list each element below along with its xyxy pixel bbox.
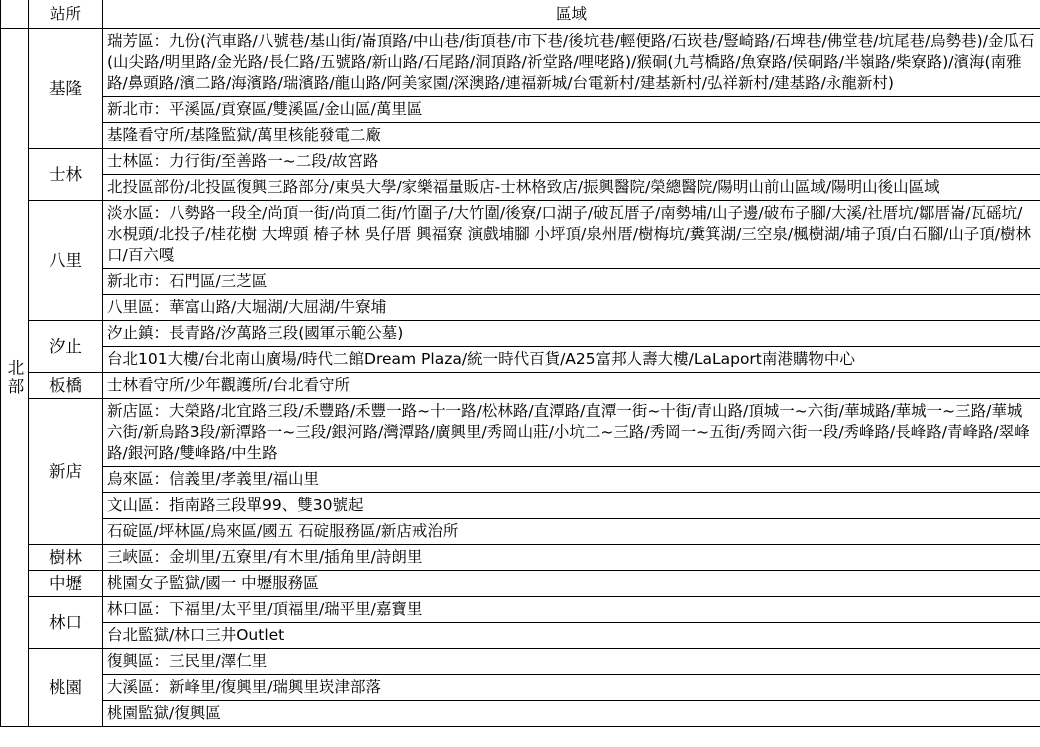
area-detail: 烏來區：信義里/孝義里/福山里 (103, 467, 1040, 493)
area-detail: 台北監獄/林口三井Outlet (103, 623, 1040, 649)
table-row (1, 201, 1040, 269)
area-detail: 基隆看守所/基隆監獄/萬里核能發電二廠 (103, 123, 1040, 149)
table-row (1, 701, 1040, 727)
area-detail: 桃園監獄/復興區 (103, 701, 1040, 727)
table-row (1, 29, 1040, 97)
area-detail: 林口區：下福里/太平里/頂福里/瑞平里/嘉寶里 (103, 597, 1040, 623)
table-row (1, 519, 1040, 545)
station-name: 樹林 (29, 545, 103, 571)
table-row (1, 321, 1040, 347)
station-name: 八里 (29, 201, 103, 321)
table-row (1, 597, 1040, 623)
area-detail: 士林區：力行街/至善路一~二段/故宮路 (103, 149, 1040, 175)
area-label: 北部 (1, 29, 29, 727)
station-name: 基隆 (29, 29, 103, 149)
table-row (1, 545, 1040, 571)
table-row (1, 269, 1040, 295)
station-name: 板橋 (29, 373, 103, 399)
area-detail: 瑞芳區：九份(汽車路/八號巷/基山街/崙頂路/中山巷/街頂巷/市下巷/後坑巷/輕便路/石崁巷/豎崎路/石埤巷/佛堂巷/坑尾巷/烏勢巷)/金瓜石(山尖路/明里路/金光路/長仁路/五號路/新山路/石尾路/洞頂路/祈堂路/哩咾路)/猴硐(九芎橋路/魚寮路/侯硐路/半嶺路/柴寮路)/濱海(南雅路/鼻頭路/濱二路/海濱路/瑞濱路/龍山路/阿美家園/深澳路/連福新城/台電新村/建基新村/弘祥新村/建基路/永龍新村) (103, 29, 1040, 97)
header-station: 站所 (29, 0, 103, 29)
table-row (1, 347, 1040, 373)
area-detail: 三峽區：金圳里/五寮里/有木里/插角里/詩朗里 (103, 545, 1040, 571)
table-row (1, 149, 1040, 175)
station-name: 新店 (29, 399, 103, 545)
table-row (1, 675, 1040, 701)
table-row (1, 493, 1040, 519)
area-detail: 淡水區：八勢路一段全/尚頂一街/尚頂二街/竹圍子/大竹圍/後寮/口湖子/破瓦厝子/南勢埔/山子邊/破布子腳/大溪/社厝坑/鄒厝崙/瓦磘坑/水梘頭/北投子/桂花樹 大埤頭 椿子林 吳仔厝 興福寮 演戲埔腳 小坪頂/泉州厝/樹梅坑/糞箕湖/三空泉/楓樹湖/埔子頂/白石腳/山子頂/樹林口/百六嘎 (103, 201, 1040, 269)
area-detail: 新北市：平溪區/貢寮區/雙溪區/金山區/萬里區 (103, 97, 1040, 123)
header-area: 區域 (103, 0, 1040, 29)
table-row (1, 295, 1040, 321)
station-name: 士林 (29, 149, 103, 201)
table-header-row (1, 0, 1040, 29)
area-detail: 大溪區：新峰里/復興里/瑞興里崁津部落 (103, 675, 1040, 701)
area-detail: 文山區：指南路三段單99、雙30號起 (103, 493, 1040, 519)
table-row (1, 175, 1040, 201)
area-detail: 八里區：華富山路/大堀湖/大屈湖/牛寮埔 (103, 295, 1040, 321)
area-detail: 新店區：大榮路/北宜路三段/禾豐路/禾豐一路~十一路/松林路/直潭路/直潭一街~十街/青山路/頂城一~六街/華城路/華城一~三路/華城六街/新烏路3段/新潭路一~三段/銀河路/灣潭路/廣興里/秀岡山莊/小坑二~三路/秀岡一~五街/秀岡六街一段/秀峰路/長峰路/青峰路/翠峰路/銀河路/雙峰路/中生路 (103, 399, 1040, 467)
table-body (1, 29, 1040, 727)
area-detail: 汐止鎮：長青路/汐萬路三段(國軍示範公墓) (103, 321, 1040, 347)
station-name: 中壢 (29, 571, 103, 597)
station-name: 汐止 (29, 321, 103, 373)
area-detail: 石碇區/坪林區/烏來區/國五 石碇服務區/新店戒治所 (103, 519, 1040, 545)
area-detail: 復興區：三民里/澤仁里 (103, 649, 1040, 675)
area-detail: 士林看守所/少年觀護所/台北看守所 (103, 373, 1040, 399)
area-detail: 北投區部份/北投區復興三路部分/東吳大學/家樂福量販店-士林格致店/振興醫院/榮總醫院/陽明山前山區域/陽明山後山區域 (103, 175, 1040, 201)
table-row (1, 97, 1040, 123)
table-row (1, 649, 1040, 675)
station-name: 桃園 (29, 649, 103, 727)
area-detail: 台北101大樓/台北南山廣場/時代二館Dream Plaza/統一時代百貨/A25富邦人壽大樓/LaLaport南港購物中心 (103, 347, 1040, 373)
table-row (1, 571, 1040, 597)
area-detail: 桃園女子監獄/國一 中壢服務區 (103, 571, 1040, 597)
header-blank (1, 0, 29, 29)
table-row (1, 373, 1040, 399)
table-row (1, 467, 1040, 493)
table-row (1, 123, 1040, 149)
table-row (1, 623, 1040, 649)
station-name: 林口 (29, 597, 103, 649)
table-row (1, 399, 1040, 467)
area-detail: 新北市：石門區/三芝區 (103, 269, 1040, 295)
